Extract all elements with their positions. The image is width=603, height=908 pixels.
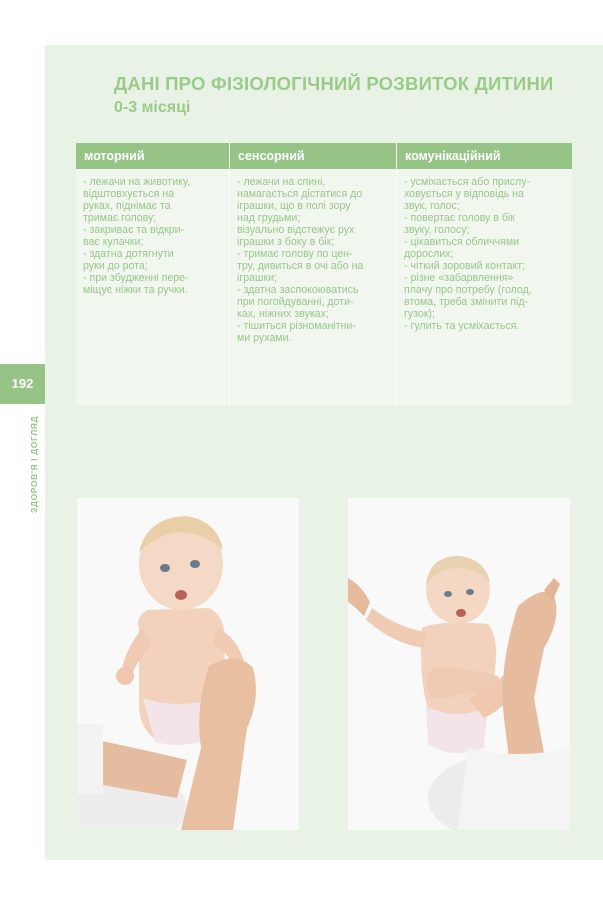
table-cell-line: над грудьми; bbox=[237, 212, 301, 224]
table-cell-line: руках, піднімає та bbox=[83, 200, 171, 212]
table-cell-line: іграшки; bbox=[237, 272, 277, 284]
table-cell-line: втома, треба змінити під- bbox=[404, 296, 529, 308]
table-cell-line: - різне «забарвлення» bbox=[404, 272, 514, 284]
table-cell-line: - чіткий зоровий контакт; bbox=[404, 260, 526, 272]
table-cell-line: - здатна заспокоюватись bbox=[237, 284, 359, 296]
table-column-motor bbox=[76, 176, 229, 296]
table-cell-line: - закриває та відкри- bbox=[83, 224, 185, 236]
table-cell-line: ває кулачки; bbox=[83, 236, 144, 248]
development-table bbox=[76, 143, 572, 405]
table-cell-line: - лежачи на животику, bbox=[83, 176, 191, 188]
baby-illustration-left bbox=[77, 498, 299, 830]
table-cell-line: ховується у відповідь на bbox=[404, 188, 524, 200]
table-cell-line: намагається дістатися до bbox=[237, 188, 363, 200]
table-cell-line: - тримає голову по цен- bbox=[237, 248, 353, 260]
table-cell-line: гузок); bbox=[404, 308, 435, 320]
table-cell-line: руки до рота; bbox=[83, 260, 148, 272]
table-cell-line: при погойдуванні, доти- bbox=[237, 296, 354, 308]
table-cell-line: іграшки з боку в бік; bbox=[237, 236, 335, 248]
table-cell-line: дорослих; bbox=[404, 248, 454, 260]
table-header-sensory: сенсорний bbox=[238, 149, 305, 163]
section-side-label: ЗДОРОВ'Я І ДОГЛЯД bbox=[29, 416, 39, 514]
table-cell-line: ках, ніжних звуках; bbox=[237, 308, 329, 320]
table-cell-line: - цікавиться обличчями bbox=[404, 236, 520, 248]
page-number-tab: 192 bbox=[0, 364, 45, 404]
baby-photo-left bbox=[77, 498, 299, 830]
table-cell-line: - тішиться різноманітни- bbox=[237, 320, 356, 332]
table-cell-line: відштовхується на bbox=[83, 188, 175, 200]
table-header-communication: комунікаційний bbox=[405, 149, 501, 163]
page-subtitle: 0-3 місяці bbox=[114, 99, 191, 116]
table-cell-line: - гулить та усміхається. bbox=[404, 320, 520, 332]
table-cell-line: - повертає голову в бік bbox=[404, 212, 515, 224]
table-cell-line: візуально відстежує рух bbox=[237, 224, 355, 236]
table-cell-line: іграшки, що в полі зору bbox=[237, 200, 351, 212]
table-cell-line: звуку, голосу; bbox=[404, 224, 470, 236]
table-cell-line: тримає голову; bbox=[83, 212, 157, 224]
table-cell-line: звук, голос; bbox=[404, 200, 460, 212]
table-header-row bbox=[76, 143, 572, 169]
table-cell-line: - здатна дотягнути bbox=[83, 248, 174, 260]
table-header-motor: моторний bbox=[84, 149, 145, 163]
table-cell-line: тру, дивиться в очі або на bbox=[237, 260, 364, 272]
table-cell-line: ми рухами. bbox=[237, 332, 292, 344]
table-cell-line: - усміхається або прислу- bbox=[404, 176, 531, 188]
table-cell-line: - лежачи на спині, bbox=[237, 176, 326, 188]
table-cell-line: - при збудженні пере- bbox=[83, 272, 189, 284]
table-column-sensory bbox=[230, 176, 396, 344]
table-cell-line: міщує ніжки та ручки. bbox=[83, 284, 188, 296]
page-title: ДАНІ ПРО ФІЗІОЛОГІЧНИЙ РОЗВИТОК ДИТИНИ bbox=[114, 73, 554, 94]
table-cell-line: плачу про потребу (голод, bbox=[404, 284, 532, 296]
baby-illustration-right bbox=[348, 498, 570, 830]
baby-photo-right bbox=[348, 498, 570, 830]
table-column-communication bbox=[397, 176, 572, 332]
